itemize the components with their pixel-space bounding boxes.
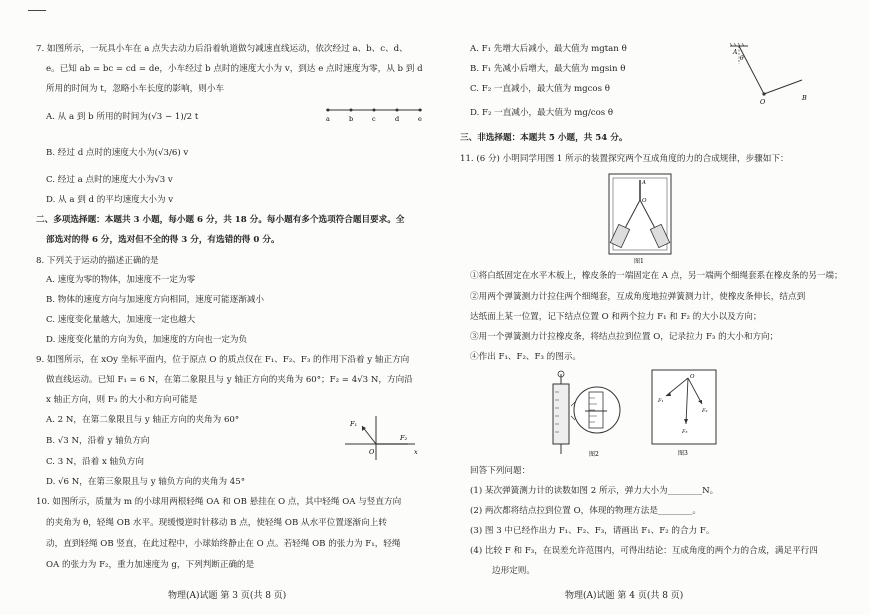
q10-option-a: A. F₁ 先增大后减小，最大值为 mgtan θ — [470, 44, 627, 54]
q7-option-d: D. 从 a 到 d 的平均速度大小为 v — [46, 195, 174, 205]
q7-option-c: C. 经过 a 点时的速度大小为√3 v — [46, 175, 173, 185]
q10-label-b: B — [802, 94, 807, 102]
q8-option-b: B. 物体的速度方向与加速度方向相同，速度可能逐渐减小 — [46, 295, 265, 305]
q10-line-1: 10. 如图所示，质量为 m 的小球用两根轻绳 OA 和 OB 悬挂在 O 点，其中轻绳 OA 与竖直方向 — [36, 497, 402, 507]
q7-line-2: e。已知 ab = bc = cd = de，小车经过 b 点时的速度大小为 v，到达 e 点时速度为零，从 b 到 d — [46, 64, 423, 74]
q9-option-b: B. √3 N，沿着 y 轴负方向 — [46, 436, 150, 446]
q9-label-f1: F₁ — [350, 420, 358, 428]
q10-option-c: C. F₂ 一直减小，最大值为 mgcos θ — [470, 84, 610, 94]
fig1-caption: 图1 — [634, 258, 644, 265]
q8-stem: 8. 下列关于运动的描述正确的是 — [36, 256, 159, 266]
answer-prompt: 回答下列问题： — [470, 466, 531, 476]
q7-line-1: 7. 如图所示，一玩具小车在 a 点失去动力后沿着轨道做匀减速直线运动，依次经过 a、b、c、d、 — [36, 44, 408, 54]
fig3-label-f1: F₁ — [658, 398, 664, 404]
q11-figure-1 — [605, 170, 675, 265]
q8-option-d: D. 速度变化量的方向为负，加速度的方向也一定为负 — [46, 335, 248, 345]
q11-step-1: ①将白纸固定在水平木板上，橡皮条的一端固定在 A 点，另一端两个细绳套系在橡皮条的另一端； — [470, 271, 843, 281]
q8-option-c: C. 速度变化量越大，加速度一定也越大 — [46, 315, 196, 325]
page-4 — [440, 0, 870, 615]
q10-option-b: B. F₁ 先减小后增大，最大值为 mgsin θ — [470, 64, 626, 74]
q11-step-3: ③用一个弹簧测力计拉橡皮条，将结点拉到位置 O，记录拉力 F₃ 的大小和方向； — [470, 332, 779, 342]
q9-label-o: O — [369, 448, 375, 456]
fig3-label-o: O — [690, 374, 695, 380]
q11-stem: 11. (6 分) 小明同学用图 1 所示的装置探究两个互成角度的力的合成规律，步骤如下： — [460, 154, 789, 164]
q10-line-4: OA 的张力为 F₂，重力加速度为 g，下列判断正确的是 — [46, 560, 255, 570]
section-2-line-1: 二、多项选择题：本题共 3 小题，每小题 6 分，共 18 分。每小题有多个选项符合题目要求。全 — [36, 215, 405, 225]
q7-option-b: B. 经过 d 点时的速度大小为(√3/6) v — [46, 148, 189, 158]
q10-rope-figure — [730, 42, 820, 107]
fig1-label-a: A — [642, 180, 646, 186]
q9-force-figure — [340, 412, 420, 462]
q11-step-4: ④作出 F₁、F₂、F₃ 的图示。 — [470, 352, 582, 362]
q10-label-o: O — [760, 98, 766, 106]
q10-option-d: D. F₂ 一直减小，最大值为 mg/cos θ — [470, 108, 614, 118]
q11-question-4a: (4) 比较 F 和 F₃，在误差允许范围内，可得出结论：互成角度的两个力的合成，满足平行四 — [470, 546, 818, 556]
track-point-c: c — [372, 115, 376, 123]
q11-question-3: (3) 图 3 中已经作出力 F₁、F₂、F₃，请画出 F₁、F₂ 的合力 F。 — [470, 526, 715, 536]
section-2-line-2: 部选对的得 6 分，选对但不全的得 3 分，有选错的得 0 分。 — [46, 235, 280, 245]
fig3-label-f2: F₂ — [702, 408, 708, 414]
fig3-label-f3: F₃ — [682, 429, 688, 435]
fig1-label-o: O — [642, 198, 647, 204]
q10-line-2: 的夹角为 θ，轻绳 OB 水平。现缓慢逆时针移动 B 点，使轻绳 OB 从水平位置逐渐向上转 — [46, 518, 387, 528]
q9-line-3: x 轴正方向，则 F₃ 的大小和方向可能是 — [46, 395, 198, 405]
q10-label-theta: θ — [740, 55, 744, 62]
q7-track-figure — [326, 104, 426, 124]
q11-figure-3 — [650, 368, 720, 458]
track-point-d: d — [395, 115, 400, 123]
q9-option-c: C. 3 N，沿着 x 轴负方向 — [46, 457, 144, 467]
page-4-footer: 物理(A)试题 第 4 页(共 8 页) — [565, 591, 684, 601]
q7-line-3: 所用的时间为 t，忽略小车长度的影响，则小车 — [46, 84, 225, 94]
page-3-footer: 物理(A)试题 第 3 页(共 8 页) — [168, 591, 287, 601]
q9-line-1: 9. 如图所示，在 xOy 坐标平面内，位于原点 O 的质点仅在 F₁、F₂、F₃ 的作用下沿着 y 轴正方向 — [36, 355, 410, 365]
q11-question-2: (2) 两次都将结点拉到位置 O，体现的物理方法是________。 — [470, 506, 701, 516]
q9-label-x: x — [414, 448, 418, 456]
track-point-e: e — [418, 115, 422, 123]
q11-figure-2 — [545, 370, 635, 460]
q10-line-3: 动，直到轻绳 OB 竖直，在此过程中，小球始终静止在 O 点。若轻绳 OB 的张力为 F₁，轻绳 — [46, 539, 401, 549]
fig2-caption: 图2 — [589, 451, 599, 458]
q11-step-2a: ②用两个弹簧测力计拉住两个细绳套，互成角度地拉弹簧测力计，使橡皮条伸长，结点到 — [470, 292, 806, 302]
q9-label-f2: F₂ — [400, 434, 408, 442]
track-point-b: b — [349, 115, 354, 123]
q9-option-d: D. √6 N，在第三象限且与 y 轴负方向的夹角为 45° — [46, 477, 246, 487]
track-point-a: a — [326, 115, 330, 123]
q11-question-4b: 边形定则。 — [492, 566, 535, 576]
section-3: 三、非选择题：本题共 5 小题，共 54 分。 — [460, 133, 628, 143]
q11-question-1: (1) 某次弹簧测力计的读数如图 2 所示，弹力大小为________N。 — [470, 486, 719, 496]
q8-option-a: A. 速度为零的物体，加速度不一定为零 — [46, 275, 196, 285]
q11-step-2b: 达纸面上某一位置，记下结点位置 O 和两个拉力 F₁ 和 F₂ 的大小以及方向； — [470, 312, 762, 322]
q9-line-2: 做直线运动。已知 F₁ = 6 N，在第二象限且与 y 轴正方向的夹角为 60°；F₂ = 4√3 N，方向沿 — [46, 375, 413, 385]
q7-option-a: A. 从 a 到 b 所用的时间为(√3 − 1)/2 t — [46, 112, 199, 122]
q10-label-a: A — [733, 49, 738, 56]
q9-option-a: A. 2 N，在第二象限且与 y 轴正方向的夹角为 60° — [46, 415, 240, 425]
fig3-caption: 图3 — [678, 450, 688, 457]
